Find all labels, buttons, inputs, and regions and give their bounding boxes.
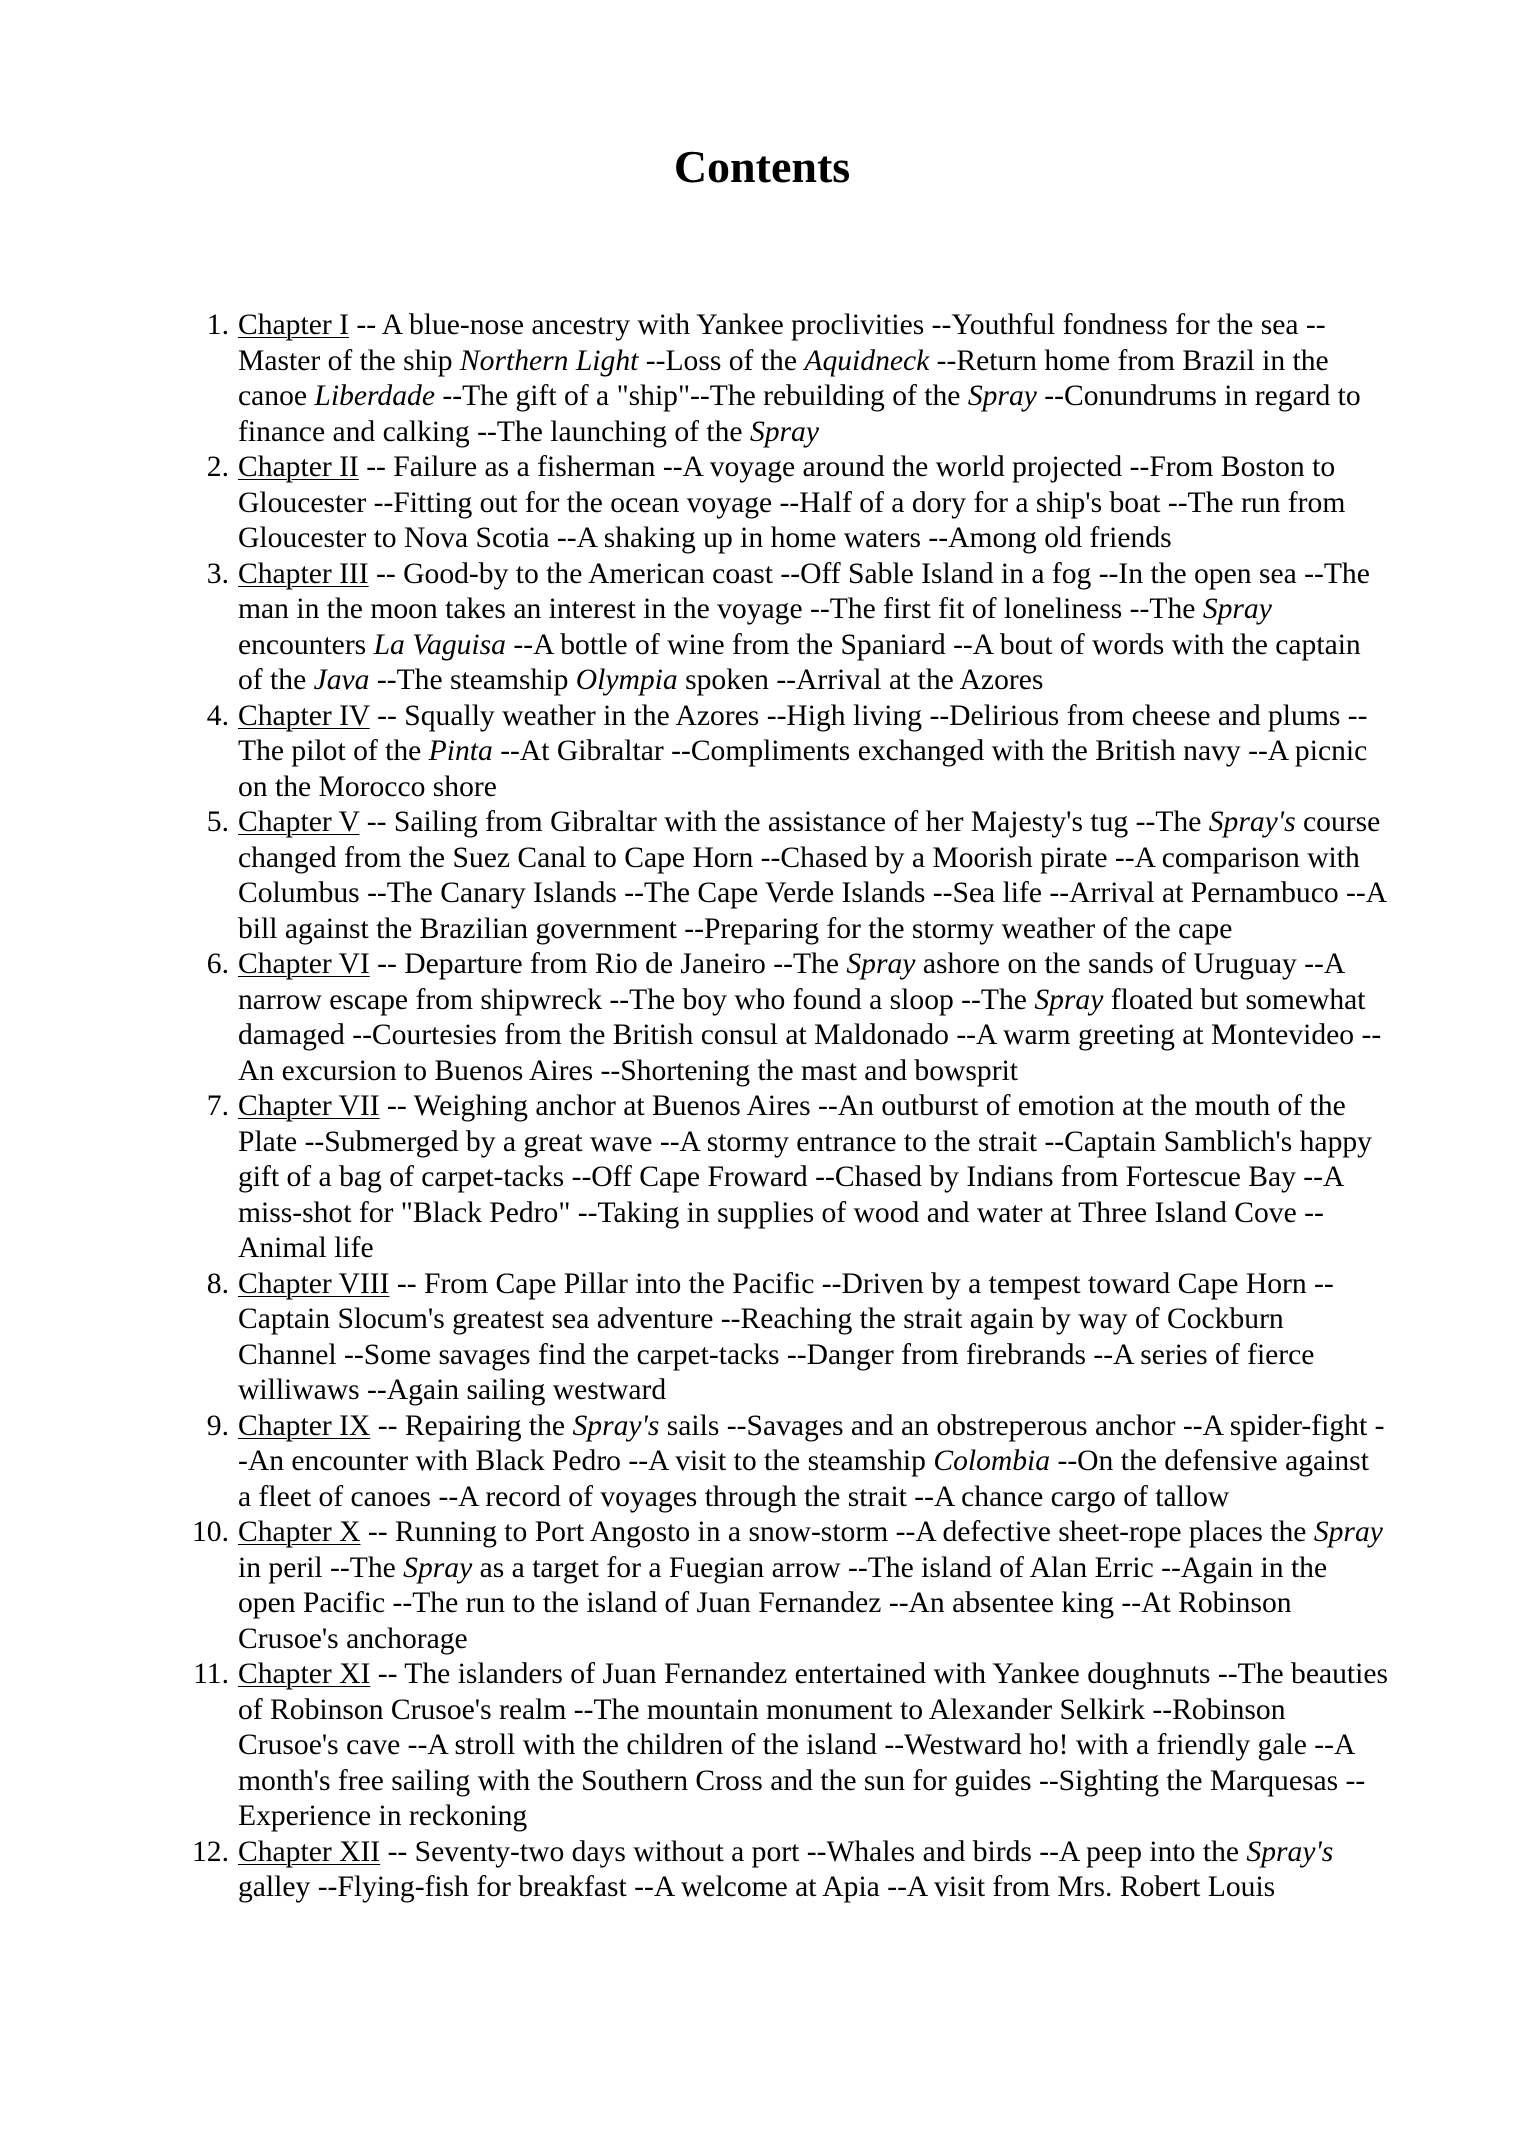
- toc-item-number: 10.: [192, 1516, 229, 1548]
- toc-item-number: 5.: [206, 806, 229, 838]
- toc-item: [192, 1835, 1388, 1906]
- toc-item: [206, 1089, 1388, 1267]
- ship-name: La Vaguisa: [373, 628, 506, 661]
- toc-item-number: 7.: [206, 1090, 229, 1122]
- ship-name: Spray's: [572, 1409, 660, 1442]
- chapter-summary-text: -- Running to Port Angosto in a snow-storm --A defective sheet-rope places the: [360, 1516, 1314, 1548]
- ship-name: Spray: [403, 1551, 473, 1584]
- ship-name: Spray's: [1208, 806, 1296, 838]
- toc-item-number: 4.: [206, 699, 229, 732]
- chapter-summary-text: -- Squally weather in the Azores --High living --Delirious from cheese and plums --The pilot of the: [238, 699, 1368, 767]
- chapter-summary-text: --The steamship: [369, 664, 576, 696]
- ship-name: Spray's: [1246, 1835, 1334, 1868]
- toc-item-number: 12.: [192, 1835, 229, 1868]
- chapter-summary-text: encounters: [238, 628, 374, 661]
- chapter-summary-text: -- The islanders of Juan Fernandez entertained with Yankee doughnuts --The beauties of Robinson Crusoe's realm --The mountain monument to Alexander Selkirk --Robinson Crusoe's cave --A stroll with the children of the island --Westward ho! with a friendly gale --A month's free sailing with the Southern Cross and the sun for guides --Sighting the Marquesas --Experience in reckoning: [238, 1658, 1388, 1832]
- chapter-summary-text: --Loss of the: [638, 344, 805, 377]
- chapter-link[interactable]: Chapter X: [238, 1516, 361, 1548]
- chapter-summary-text: -- Failure as a fisherman --A voyage around the world projected --From Boston to Gloucester --Fitting out for the ocean voyage --Half of a dory for a ship's boat --The run from Gloucester to Nova Scotia --A shaking up in home waters --Among old friends: [238, 451, 1346, 554]
- ship-name: Spray: [967, 380, 1037, 412]
- chapter-link[interactable]: Chapter III: [238, 557, 369, 590]
- chapter-summary-text: spoken --Arrival at the Azores: [677, 664, 1044, 696]
- chapter-link[interactable]: Chapter I: [238, 309, 349, 341]
- toc-item: [206, 308, 1388, 450]
- toc-item-number: 1.: [206, 309, 229, 341]
- chapter-summary-text: in peril --The: [238, 1551, 404, 1584]
- chapter-summary-text: --Return home from Brazil in the canoe: [238, 344, 1329, 412]
- chapter-summary-text: -- Weighing anchor at Buenos Aires --An outburst of emotion at the mouth of the Plate --Submerged by a great wave --A stormy entrance to the strait --Captain Samblich's happy gift of a bag of carpet-tacks --Off Cape Froward --Chased by Indians from Fortescue Bay --A miss-shot for "Black Pedro" --Taking in supplies of wood and water at Three Island Cove --Animal life: [238, 1090, 1372, 1264]
- toc-item: [206, 1267, 1388, 1409]
- toc-item: [206, 805, 1388, 947]
- chapter-link[interactable]: Chapter IX: [238, 1409, 371, 1442]
- chapter-link[interactable]: Chapter IV: [238, 699, 370, 732]
- ship-name: Java: [313, 664, 370, 696]
- page-title: Contents: [673, 141, 851, 192]
- toc-item: [193, 1657, 1388, 1835]
- chapter-summary-text: -- From Cape Pillar into the Pacific --Driven by a tempest toward Cape Horn --Captain Slocum's greatest sea adventure --Reaching the strait again by way of Cockburn Channel --Some savages find the carpet-tacks --Danger from firebrands --A series of fierce williwaws --Again sailing westward: [238, 1267, 1334, 1406]
- toc-item: [206, 1409, 1388, 1516]
- toc-item: [192, 1515, 1388, 1657]
- chapter-link[interactable]: Chapter XII: [238, 1835, 381, 1868]
- ship-name: Liberdade: [314, 380, 435, 412]
- toc-item: [206, 557, 1388, 699]
- toc-item-number: 8.: [206, 1267, 229, 1300]
- chapter-summary-text: --On the defensive against a fleet of canoes --A record of voyages through the strait --A chance cargo of tallow: [238, 1445, 1369, 1513]
- ship-name: Spray: [846, 948, 916, 980]
- toc-item: [206, 450, 1388, 557]
- ship-name: Spray: [1034, 983, 1104, 1016]
- chapter-summary-text: --At Gibraltar --Compliments exchanged with the British navy --A picnic on the Morocco shore: [238, 735, 1368, 803]
- chapter-link[interactable]: Chapter V: [238, 806, 360, 838]
- toc-item: [206, 947, 1388, 1089]
- table-of-contents: [192, 308, 1388, 1906]
- chapter-link[interactable]: Chapter VI: [238, 948, 370, 980]
- chapter-summary-text: -- A blue-nose ancestry with Yankee proclivities --Youthful fondness for the sea --Master of the ship: [238, 309, 1326, 377]
- ship-name: Pinta: [428, 735, 493, 767]
- chapter-summary-text: sails --Savages and an obstreperous anchor --A spider-fight --An encounter with Black Pedro --A visit to the steamship: [238, 1409, 1385, 1477]
- chapter-summary-text: -- Repairing the: [370, 1409, 573, 1442]
- chapter-summary-text: --A bottle of wine from the Spaniard --A bout of words with the captain of the: [238, 628, 1361, 696]
- toc-item-number: 9.: [206, 1409, 229, 1442]
- chapter-summary-text: -- Seventy-two days without a port --Whales and birds --A peep into the: [380, 1835, 1247, 1868]
- ship-name: Colombia: [933, 1445, 1051, 1477]
- chapter-summary-text: as a target for a Fuegian arrow --The island of Alan Erric --Again in the open Pacific --The run to the island of Juan Fernandez --An absentee king --At Robinson Crusoe's anchorage: [238, 1551, 1328, 1655]
- toc-item-number: 6.: [206, 948, 229, 980]
- toc-item-number: 3.: [206, 557, 229, 590]
- toc-item-number: 2.: [206, 451, 229, 483]
- chapter-link[interactable]: Chapter XI: [238, 1658, 371, 1690]
- ship-name: Spray: [1313, 1516, 1383, 1548]
- chapter-link[interactable]: Chapter II: [238, 451, 359, 483]
- ship-name: Aquidneck: [804, 344, 930, 377]
- chapter-summary-text: galley --Flying-fish for breakfast --A welcome at Apia --A visit from Mrs. Robert Louis: [238, 1871, 1276, 1903]
- chapter-summary-text: --Conundrums in regard to finance and calking --The launching of the: [238, 380, 1361, 448]
- toc-item-number: 11.: [193, 1658, 229, 1690]
- chapter-summary-text: -- Departure from Rio de Janeiro --The: [369, 948, 847, 980]
- toc-item: [206, 699, 1388, 806]
- chapter-summary-text: -- Sailing from Gibraltar with the assistance of her Majesty's tug --The: [359, 806, 1209, 838]
- chapter-link[interactable]: Chapter VII: [238, 1090, 380, 1122]
- chapter-summary-text: -- Good-by to the American coast --Off Sable Island in a fog --In the open sea --The man in the moon takes an interest in the voyage --The first fit of loneliness --The: [238, 557, 1370, 625]
- chapter-summary-text: --The gift of a "ship"--The rebuilding of the: [434, 380, 968, 412]
- chapter-link[interactable]: Chapter VIII: [238, 1267, 390, 1300]
- ship-name: Spray: [1202, 593, 1272, 625]
- ship-name: Olympia: [575, 664, 678, 696]
- chapter-summary-text: floated but somewhat damaged --Courtesies from the British consul at Maldonado --A warm greeting at Montevideo --An excursion to Buenos Aires --Shortening the mast and bowsprit: [238, 983, 1382, 1087]
- ship-name: Northern Light: [459, 344, 639, 377]
- chapter-summary-text: course changed from the Suez Canal to Cape Horn --Chased by a Moorish pirate --A comparison with Columbus --The Canary Islands --The Cape Verde Islands --Sea life --Arrival at Pernambuco --A bill against the Brazilian government --Preparing for the stormy weather of the cape: [238, 806, 1386, 945]
- chapter-summary-text: ashore on the sands of Uruguay --A narrow escape from shipwreck --The boy who found a sloop --The: [238, 948, 1344, 1016]
- ship-name: Spray: [749, 415, 819, 448]
